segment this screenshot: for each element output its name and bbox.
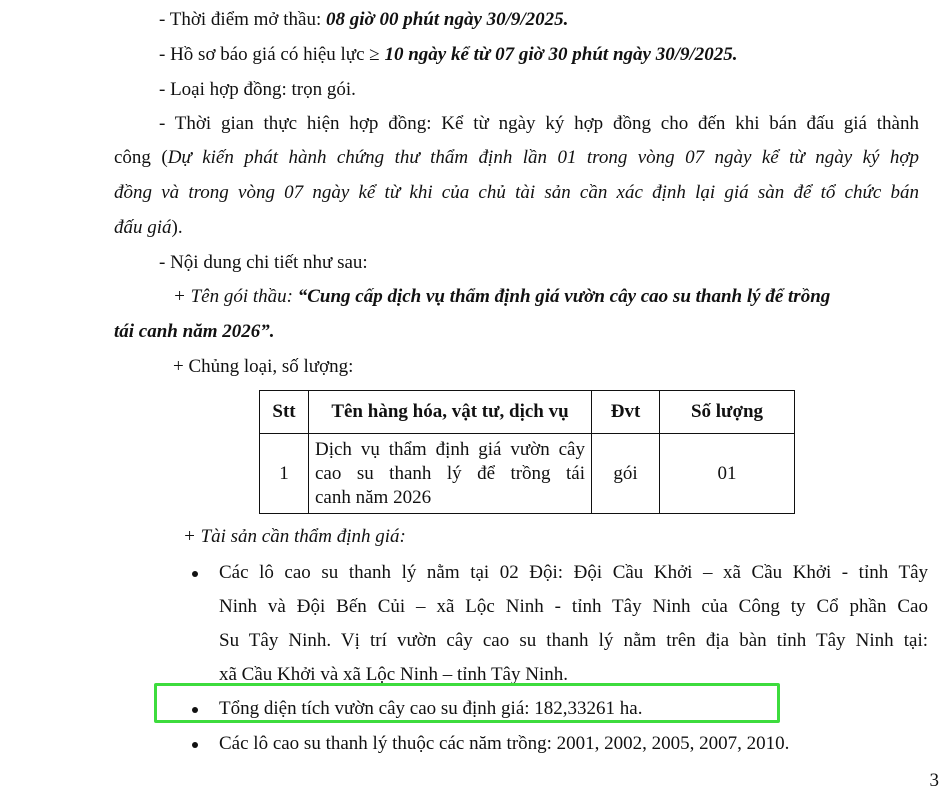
bullet-dot-icon bbox=[192, 571, 198, 577]
cell-stt: 1 bbox=[260, 434, 309, 514]
validity-value: 10 ngày kể từ 07 giờ 30 phút ngày 30/9/2025. bbox=[384, 44, 738, 65]
duration-line-3: đồng và trong vòng 07 ngày kể từ khi của chủ tài sản cần xác định lại giá sàn để tổ chức bán bbox=[114, 182, 919, 203]
opening-time-label: - Thời điểm mở thầu: bbox=[159, 9, 326, 30]
bullet-2-text: Tổng diện tích vườn cây cao su định giá: 182,33261 ha. bbox=[219, 698, 643, 719]
cell-name bbox=[309, 434, 592, 514]
package-label: + Tên gói thầu: bbox=[173, 286, 298, 307]
package-title-line-2: tái canh năm 2026”. bbox=[114, 321, 275, 342]
header-name: Tên hàng hóa, vật tư, dịch vụ bbox=[309, 391, 592, 434]
duration-line-2-italic: Dự kiến phát hành chứng thư thẩm định lần 01 trong vòng 07 ngày kể từ ngày ký hợp bbox=[167, 147, 919, 168]
bullet-dot-icon bbox=[192, 707, 198, 713]
opening-time-value: 08 giờ 00 phút ngày 30/9/2025. bbox=[325, 9, 569, 30]
duration-line-2 bbox=[114, 146, 919, 170]
types-heading: + Chủng loại, số lượng: bbox=[173, 356, 354, 377]
bullet-3-text: Các lô cao su thanh lý thuộc các năm trồng: 2001, 2002, 2005, 2007, 2010. bbox=[219, 733, 790, 754]
cell-name-line-1: Dịch vụ thẩm định giá vườn cây bbox=[315, 438, 585, 460]
table-header-row bbox=[260, 391, 795, 434]
package-title-line-1 bbox=[173, 285, 830, 309]
header-stt: Stt bbox=[260, 391, 309, 434]
cell-unit: gói bbox=[592, 434, 660, 514]
cell-name-line-3: canh năm 2026 bbox=[315, 486, 432, 508]
duration-line-4-suffix: ). bbox=[171, 217, 183, 238]
opening-time-line bbox=[159, 8, 568, 32]
validity-line bbox=[159, 43, 738, 67]
page-number: 3 bbox=[929, 770, 939, 791]
duration-line-4-italic: đấu giá bbox=[114, 217, 172, 238]
items-table bbox=[259, 390, 795, 514]
header-qty: Số lượng bbox=[660, 391, 795, 434]
assets-heading: + Tài sản cần thẩm định giá: bbox=[183, 526, 406, 547]
contract-type-line: - Loại hợp đồng: trọn gói. bbox=[159, 79, 356, 100]
duration-line-4 bbox=[114, 216, 183, 240]
cell-qty: 01 bbox=[660, 434, 795, 514]
details-heading: - Nội dung chi tiết như sau: bbox=[159, 252, 368, 273]
bullet-1-line-3: Su Tây Ninh. Vị trí vườn cây cao su thanh lý nằm trên địa bàn tỉnh Tây Ninh tại: bbox=[219, 630, 928, 651]
bullet-dot-icon bbox=[192, 742, 198, 748]
package-title-part-1: “Cung cấp dịch vụ thẩm định giá vườn cây cao su thanh lý để trồng bbox=[297, 286, 831, 307]
cell-name-line-2: cao su thanh lý để trồng tái bbox=[315, 462, 585, 484]
duration-line-2-prefix: công ( bbox=[114, 147, 168, 168]
bullet-1-line-1: Các lô cao su thanh lý nằm tại 02 Đội: Đội Cầu Khởi – xã Cầu Khởi - tỉnh Tây bbox=[219, 562, 928, 583]
duration-line-1: - Thời gian thực hiện hợp đồng: Kể từ ngày ký hợp đồng cho đến khi bán đấu giá thành bbox=[159, 113, 919, 134]
bullet-1-line-2: Ninh và Đội Bến Củi – xã Lộc Ninh - tỉnh Tây Ninh của Công ty Cổ phần Cao bbox=[219, 596, 928, 617]
header-unit: Đvt bbox=[592, 391, 660, 434]
table-row bbox=[260, 434, 795, 514]
bullet-1-line-4: xã Cầu Khởi và xã Lộc Ninh – tỉnh Tây Ninh. bbox=[219, 664, 568, 685]
validity-label: - Hồ sơ báo giá có hiệu lực ≥ bbox=[159, 44, 385, 65]
